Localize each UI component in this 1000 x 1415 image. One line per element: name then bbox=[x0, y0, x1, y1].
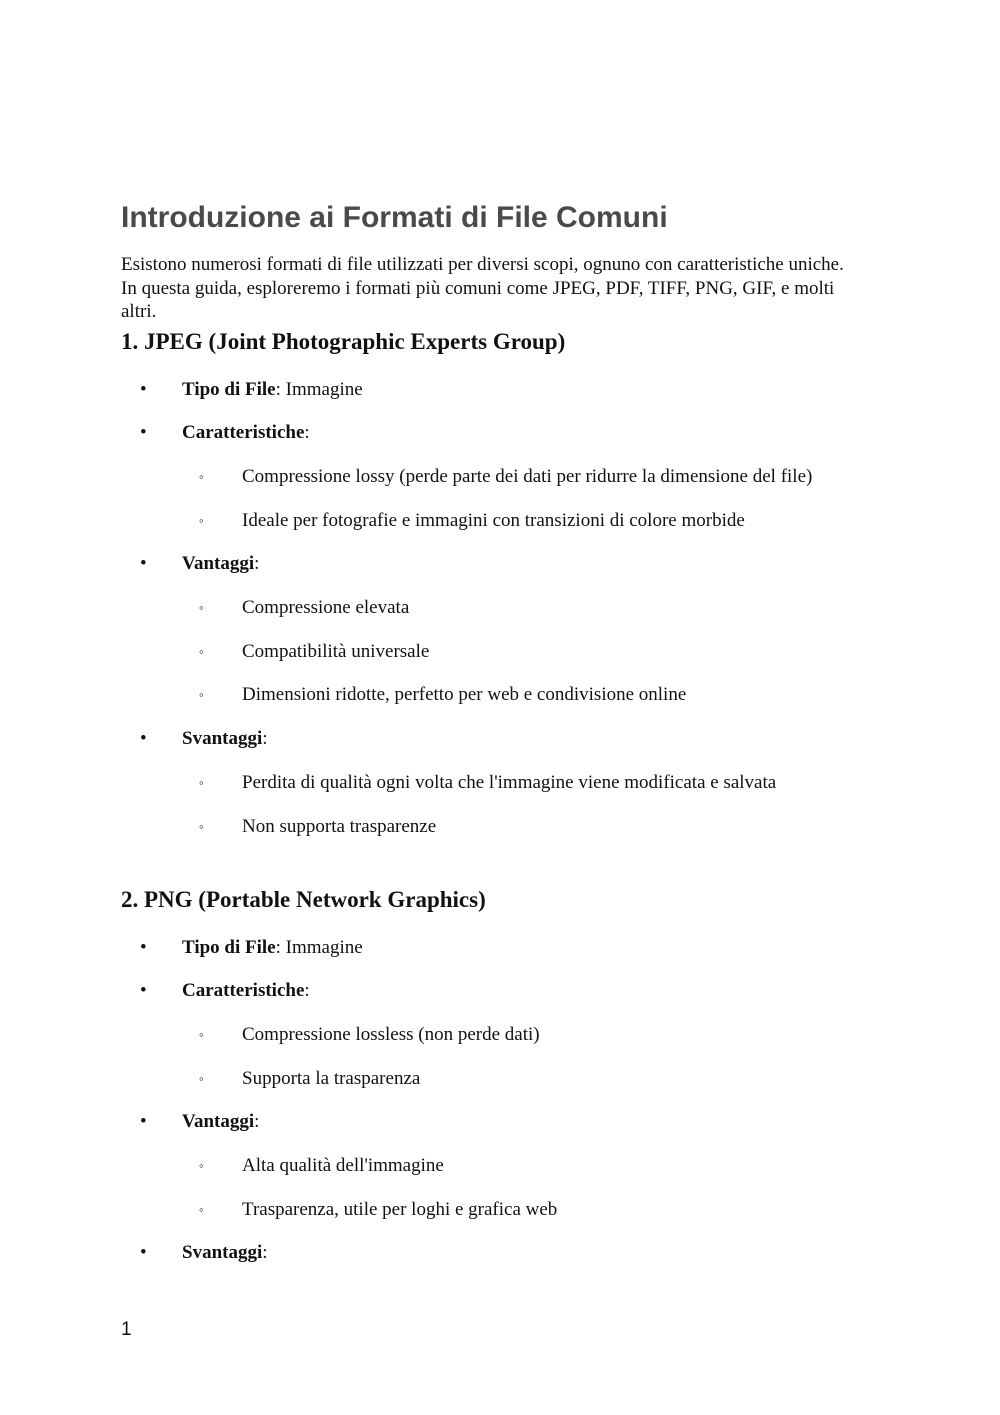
circle-bullet-icon: ◦ bbox=[199, 644, 204, 659]
colon: : bbox=[254, 553, 260, 574]
circle-bullet-icon: ◦ bbox=[199, 600, 204, 615]
characteristics-label: Caratteristiche bbox=[182, 422, 305, 443]
circle-bullet-icon: ◦ bbox=[199, 1202, 204, 1217]
circle-bullet-icon: ◦ bbox=[199, 1071, 204, 1086]
file-type-value: : Immagine bbox=[275, 379, 363, 400]
page-number: 1 bbox=[121, 1319, 132, 1340]
section-heading-jpeg: 1. JPEG (Joint Photographic Experts Group) bbox=[121, 329, 566, 354]
colon: : bbox=[304, 422, 310, 443]
list-subitem-text: Compressione lossless (non perde dati) bbox=[242, 1024, 540, 1045]
advantages-label: Vantaggi bbox=[182, 1111, 255, 1132]
advantages-label: Vantaggi bbox=[182, 553, 255, 574]
colon: : bbox=[262, 728, 268, 749]
bullet-icon: • bbox=[140, 980, 147, 1001]
file-type-value: : Immagine bbox=[275, 937, 363, 958]
list-subitem-text: Dimensioni ridotte, perfetto per web e condivisione online bbox=[242, 684, 687, 705]
bullet-icon: • bbox=[140, 379, 147, 400]
circle-bullet-icon: ◦ bbox=[199, 1027, 204, 1042]
file-type-label: Tipo di File bbox=[182, 937, 276, 958]
circle-bullet-icon: ◦ bbox=[199, 775, 204, 790]
file-type-label: Tipo di File bbox=[182, 379, 276, 400]
circle-bullet-icon: ◦ bbox=[199, 513, 204, 528]
bullet-icon: • bbox=[140, 728, 147, 749]
list-subitem-text: Ideale per fotografie e immagini con transizioni di colore morbide bbox=[242, 510, 745, 531]
circle-bullet-icon: ◦ bbox=[199, 687, 204, 702]
circle-bullet-icon: ◦ bbox=[199, 819, 204, 834]
colon: : bbox=[254, 1111, 260, 1132]
colon: : bbox=[262, 1242, 268, 1263]
list-subitem-text: Compressione elevata bbox=[242, 597, 410, 618]
disadvantages-label: Svantaggi bbox=[182, 728, 263, 749]
section-heading-png: 2. PNG (Portable Network Graphics) bbox=[121, 887, 486, 912]
intro-paragraph: Esistono numerosi formati di file utilizzati per diversi scopi, ognuno con caratteristiche uniche. In questa guida, esploreremo i formati più comuni come JPEG, PDF, TIFF, PNG, GIF, e molti altri. bbox=[121, 254, 844, 322]
characteristics-label: Caratteristiche bbox=[182, 980, 305, 1001]
colon: : bbox=[304, 980, 310, 1001]
list-subitem-text: Non supporta trasparenze bbox=[242, 816, 437, 837]
bullet-icon: • bbox=[140, 422, 147, 443]
list-subitem-text: Alta qualità dell'immagine bbox=[242, 1155, 444, 1176]
circle-bullet-icon: ◦ bbox=[199, 1158, 204, 1173]
bullet-icon: • bbox=[140, 553, 147, 574]
list-subitem-text: Trasparenza, utile per loghi e grafica web bbox=[242, 1199, 558, 1220]
circle-bullet-icon: ◦ bbox=[199, 469, 204, 484]
list-subitem-text: Perdita di qualità ogni volta che l'immagine viene modificata e salvata bbox=[242, 772, 777, 793]
list-subitem-text: Compatibilità universale bbox=[242, 641, 430, 662]
page-title: Introduzione ai Formati di File Comuni bbox=[121, 201, 668, 234]
bullet-icon: • bbox=[140, 1111, 147, 1132]
bullet-icon: • bbox=[140, 937, 147, 958]
bullet-icon: • bbox=[140, 1242, 147, 1263]
list-subitem-text: Supporta la trasparenza bbox=[242, 1068, 421, 1089]
disadvantages-label: Svantaggi bbox=[182, 1242, 263, 1263]
list-subitem-text: Compressione lossy (perde parte dei dati per ridurre la dimensione del file) bbox=[242, 466, 813, 487]
